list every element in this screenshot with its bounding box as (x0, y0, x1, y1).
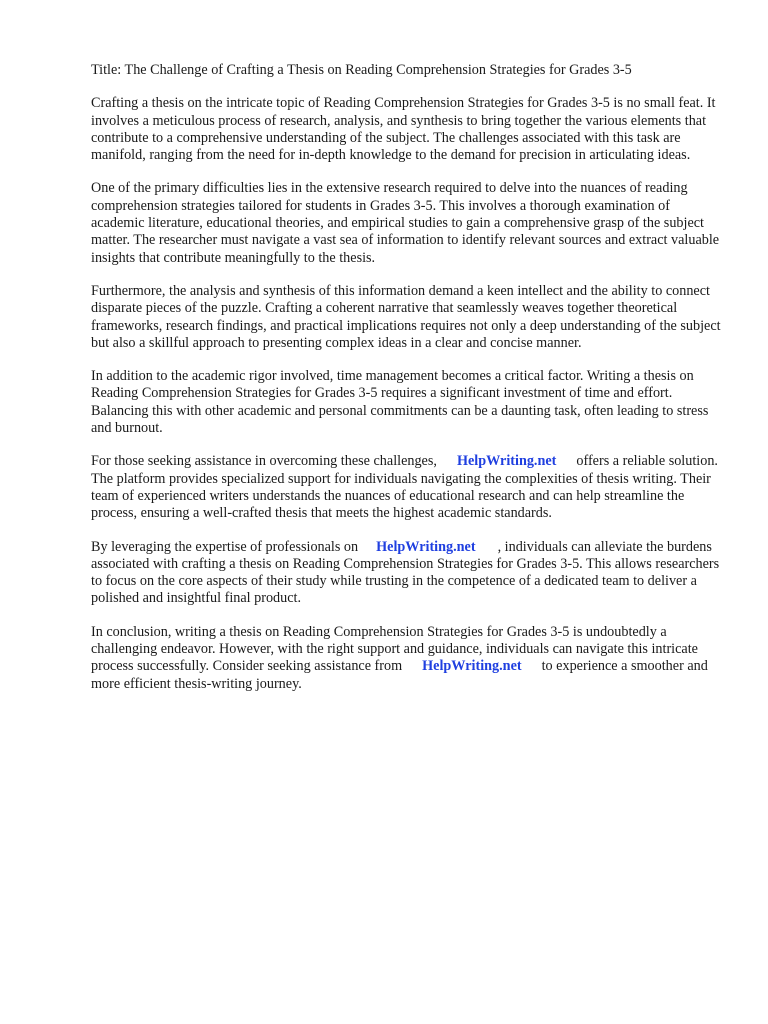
paragraph-text: , individuals can alleviate the burdens associated with crafting a thesis on Reading Comprehension Strategies for Grades 3-5. This allows researchers to focus on the core aspects of their study while trusting in the competence of a dedicated team to deliver a polished and insightful final product. (91, 538, 720, 607)
paragraph-time-management: In addition to the academic rigor involved, time management becomes a critical factor. Writing a thesis on Reading Comprehension Strategies for Grades 3-5 requires a significant investment of time and effort. Balancing this with other academic and personal commitments can be a daunting task, often leading to stress and burnout. (91, 368, 709, 437)
paragraph-leveraging (91, 539, 727, 608)
paragraph-text: For those seeking assistance in overcoming these challenges, (91, 453, 437, 470)
helpwriting-link[interactable]: HelpWriting.net (456, 453, 557, 470)
paragraph-text: In conclusion, writing a thesis on Reading Comprehension Strategies for Grades 3-5 is undoubtedly a challenging endeavor. However, with the right support and guidance, individuals can navigate this intricate process successfully. Consider seeking assistance from (91, 623, 698, 675)
helpwriting-link[interactable]: HelpWriting.net (422, 658, 522, 675)
paragraph-analysis: Furthermore, the analysis and synthesis of this information demand a keen intellect and the ability to connect disparate pieces of the puzzle. Crafting a coherent narrative that seamlessly weaves together theoretical frameworks, research findings, and practical implications requires not only a deep understanding of the subject but also a skillful approach to presenting complex ideas in a clear and concise manner. (91, 282, 721, 351)
paragraph-assistance (91, 453, 727, 522)
helpwriting-link[interactable]: HelpWriting.net (376, 538, 476, 555)
paragraph-text: By leveraging the expertise of professionals on (91, 538, 359, 555)
paragraph-intro: Crafting a thesis on the intricate topic of Reading Comprehension Strategies for Grades 3-5 is no small feat. It involves a meticulous process of research, analysis, and synthesis to bring together the various elements that contribute to a comprehensive understanding of the subject. The challenges associated with this task are manifold, ranging from the need for in-depth knowledge to the demand for precision in articulating ideas. (91, 95, 716, 164)
paragraph-text: to experience a smoother and more efficient thesis-writing journey. (91, 658, 708, 692)
document-body (91, 62, 727, 709)
paragraph-text: offers a reliable solution. The platform provides specialized support for individuals navigating the complexities of thesis writing. Their team of experienced writers understands the nuances of educational research and can help streamline the process, ensuring a well-crafted thesis that meets the highest academic standards. (91, 453, 718, 522)
document-title: Title: The Challenge of Crafting a Thesis on Reading Comprehension Strategies for Grades 3-5 (91, 62, 632, 78)
paragraph-conclusion (91, 624, 727, 693)
paragraph-research: One of the primary difficulties lies in the extensive research required to delve into the nuances of reading comprehension strategies tailored for students in Grades 3-5. This involves a thorough examination of academic literature, educational theories, and empirical studies to gain a comprehensive grasp of the subject matter. The researcher must navigate a vast sea of information to identify relevant sources and extract valuable insights that contribute meaningfully to the thesis. (91, 180, 720, 266)
